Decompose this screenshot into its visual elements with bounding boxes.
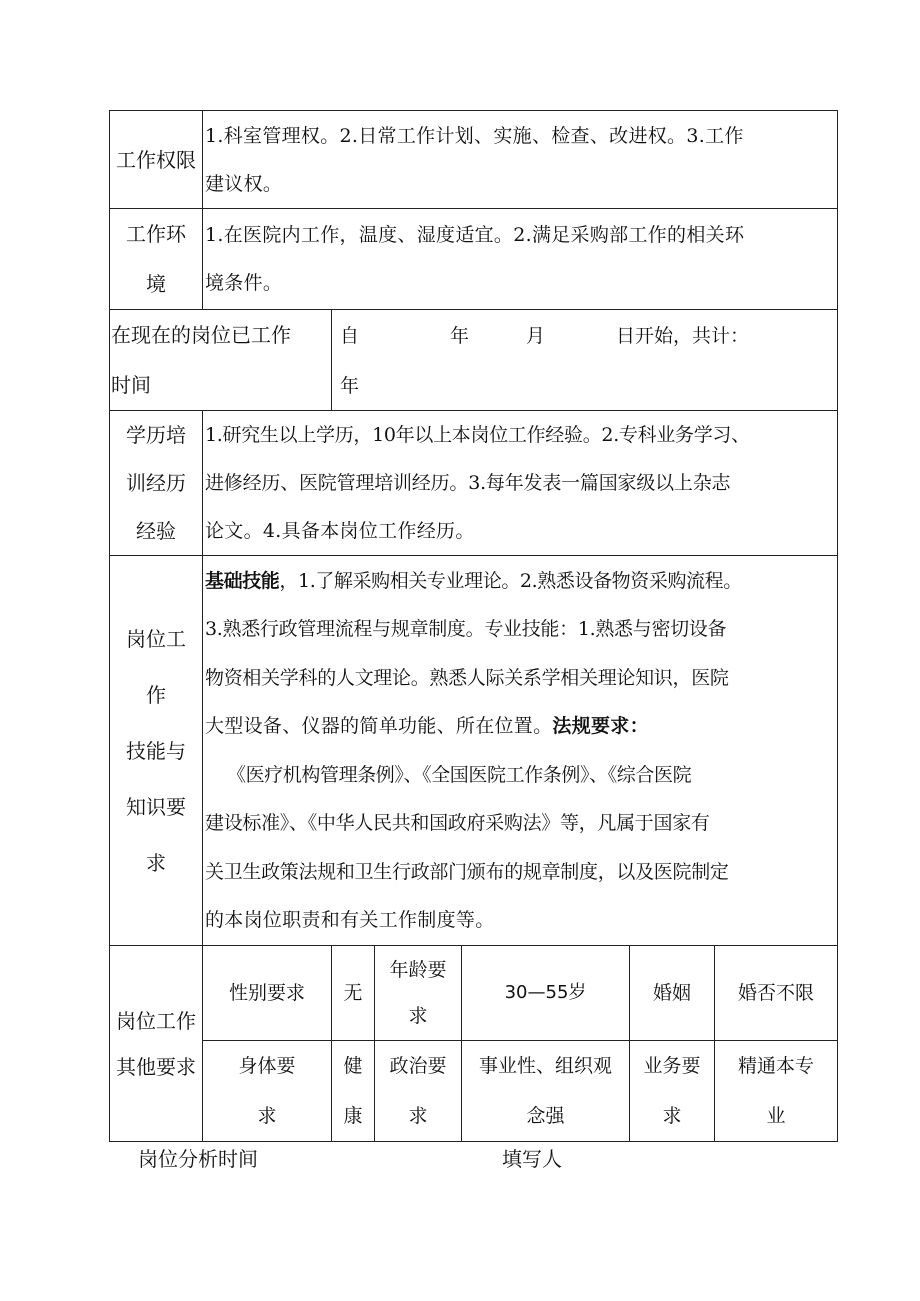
skills-line-2: 3.熟悉行政管理流程与规章制度。专业技能：1.熟悉与密切设备: [205, 618, 727, 640]
skills-line-4-pre: 大型设备、仪器的简单功能、所在位置。: [205, 715, 553, 737]
politics-label-line-2: 求: [408, 1105, 428, 1127]
age-label-line-1: 年龄要: [389, 959, 447, 981]
row-other-1: [110, 946, 838, 1041]
skills-label-line-5: 求: [146, 850, 166, 875]
politics-label: [375, 1041, 462, 1142]
job-description-sheet: [109, 110, 815, 1142]
other-label-line-2: 其他要求: [116, 1054, 196, 1079]
analysis-time-label: 岗位分析时间: [138, 1147, 258, 1171]
gender-value: 无: [332, 946, 375, 1041]
tenure-month: 月: [526, 325, 546, 347]
basic-skills-title: 基础技能: [205, 569, 280, 592]
tenure-year: 年: [450, 325, 470, 347]
other-label-line-1: 岗位工作: [116, 1008, 196, 1033]
skills-line-8: 的本岗位职责和有关工作制度等。: [205, 909, 495, 931]
politics-value-line-2: 念强: [526, 1105, 565, 1127]
education-label-line-2: 训经历: [126, 471, 186, 495]
education-line-3: 论文。4.具备本岗位工作经历。: [205, 520, 475, 542]
skills-label-line-3: 技能与: [126, 738, 186, 763]
tenure-total-year: 年: [340, 375, 360, 397]
row-education: [110, 411, 838, 556]
skills-line-3: 物资相关学科的人文理论。熟悉人际关系学相关理论知识，医院: [205, 666, 729, 689]
education-content: [203, 411, 838, 556]
skills-line-5: 《医疗机构管理条例》、《全国医院工作条例》、《综合医院: [227, 763, 692, 786]
environment-content: [203, 209, 838, 310]
row-other-2: [110, 1041, 838, 1142]
row-skills: [110, 556, 838, 946]
business-label: [630, 1041, 715, 1142]
environment-label-line-2: 境: [146, 272, 166, 296]
authority-line-2: 建议权。: [205, 172, 283, 195]
environment-line-1: 1.在医院内工作，温度、湿度适宜。2.满足采购部工作的相关环: [205, 224, 745, 246]
politics-label-line-1: 政治要: [389, 1055, 447, 1077]
marriage-label: 婚姻: [630, 946, 715, 1041]
skills-content: [203, 556, 838, 946]
skills-label-line-4: 知识要: [126, 794, 186, 819]
tenure-from: 自: [340, 325, 360, 347]
row-tenure: [110, 310, 838, 411]
environment-line-2: 境条件。: [205, 272, 283, 294]
tenure-label: [110, 310, 332, 411]
authority-label: 工作权限: [110, 111, 203, 209]
row-authority: [110, 111, 838, 209]
authority-content: [203, 111, 838, 209]
education-line-2: 进修经历、医院管理培训经历。3.每年发表一篇国家级以上杂志: [205, 472, 731, 494]
row-environment: [110, 209, 838, 310]
tenure-day-start: 日开始，共计：: [616, 325, 750, 347]
tenure-label-line-2: 时间: [111, 373, 151, 397]
skills-line-1: [205, 557, 837, 606]
skills-line-4: [205, 702, 837, 751]
age-label-line-2: 求: [408, 1005, 428, 1027]
law-requirements-title: 法规要求：: [552, 715, 649, 737]
body-value-line-2: 康: [343, 1105, 363, 1127]
tenure-label-line-1: 在现在的岗位已工作: [111, 323, 291, 347]
age-label: [375, 946, 462, 1041]
education-line-1: 1.研究生以上学历，10年以上本岗位工作经验。2.专科业务学习、: [205, 424, 750, 446]
education-label: [110, 411, 203, 556]
skills-label-line-1: 岗位工: [126, 626, 186, 651]
politics-value-line-1: 事业性、组织观: [478, 1055, 612, 1077]
marriage-value: 婚否不限: [715, 946, 838, 1041]
skills-label: [110, 556, 203, 946]
body-value-line-1: 健: [343, 1055, 363, 1077]
business-value-line-1: 精通本专: [738, 1055, 815, 1077]
body-label-line-2: 求: [257, 1105, 277, 1127]
gender-label: 性别要求: [203, 946, 332, 1041]
body-value: [332, 1041, 375, 1142]
tenure-content: [332, 310, 838, 411]
environment-label: [110, 209, 203, 310]
other-label: [110, 946, 203, 1142]
education-label-line-1: 学历培: [126, 423, 186, 447]
business-label-line-2: 求: [662, 1105, 682, 1127]
business-value: [715, 1041, 838, 1142]
skills-line-6: 建设标准》、《中华人民共和国政府采购法》等，凡属于国家有: [205, 812, 710, 834]
education-label-line-3: 经验: [136, 519, 176, 543]
skills-line-1-rest: ，1.了解采购相关专业理论。2.熟悉设备物资采购流程。: [279, 569, 742, 592]
authority-line-1: 1.科室管理权。2.日常工作计划、实施、检查、改进权。3.工作: [205, 124, 744, 147]
environment-label-line-1: 工作环: [126, 222, 186, 246]
filler-label: 填写人: [502, 1147, 562, 1171]
age-value: 30—55岁: [462, 946, 630, 1041]
politics-value: [462, 1041, 630, 1142]
job-table: [109, 110, 838, 1142]
skills-line-7: 关卫生政策法规和卫生行政部门颁布的规章制度，以及医院制定: [205, 860, 729, 883]
body-label: [203, 1041, 332, 1142]
body-label-line-1: 身体要: [238, 1055, 296, 1077]
business-label-line-1: 业务要: [643, 1055, 701, 1077]
skills-label-line-2: 作: [146, 682, 166, 707]
business-value-line-2: 业: [766, 1105, 786, 1127]
